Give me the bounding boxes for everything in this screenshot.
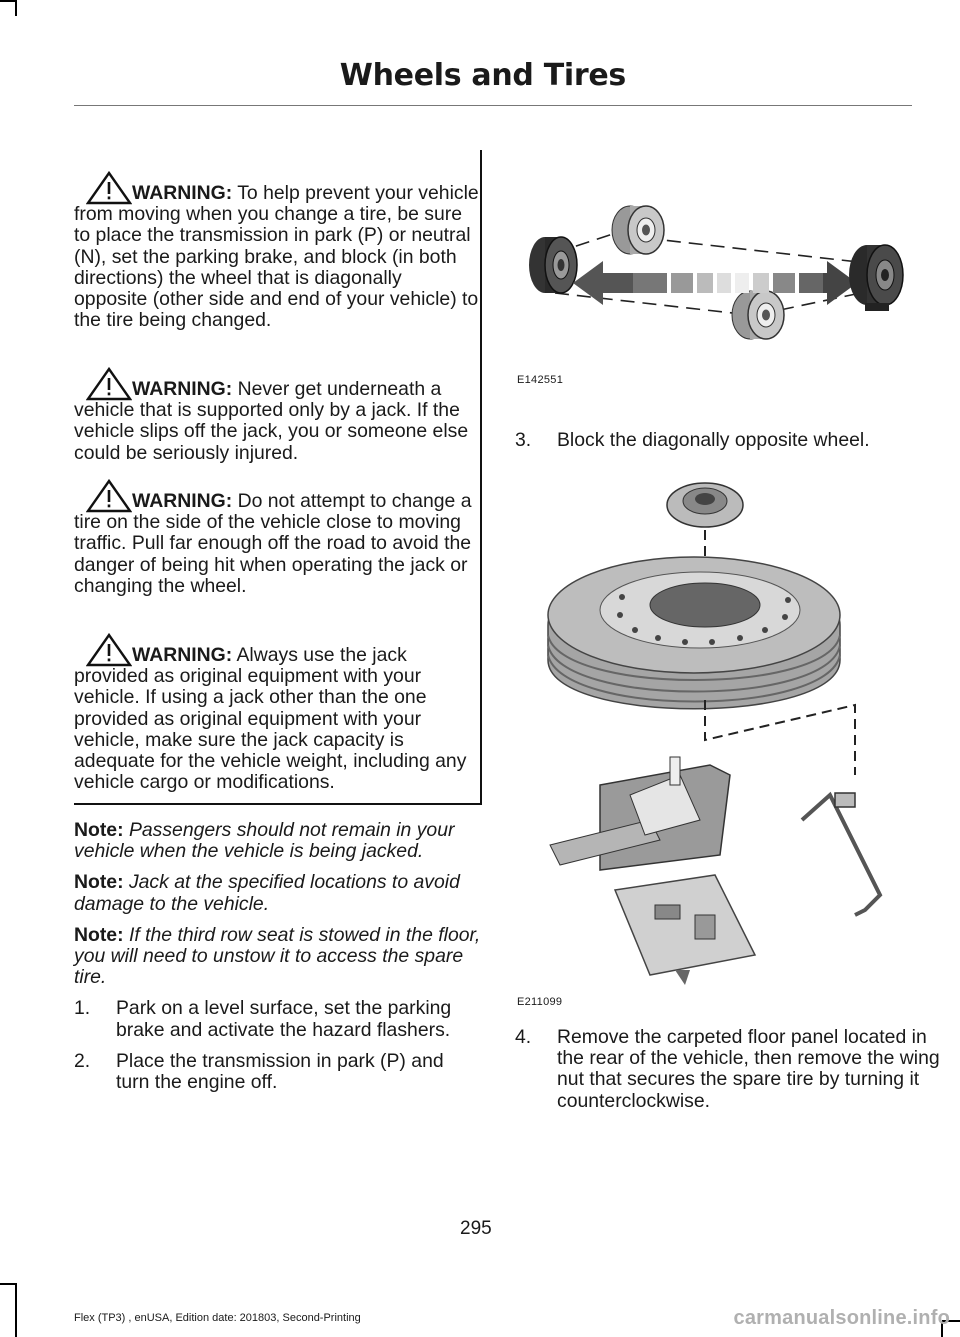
- note: [74, 925, 482, 989]
- note: [74, 872, 482, 914]
- warning-triangle-icon: [86, 171, 132, 210]
- warning-block: [74, 645, 480, 793]
- wheel-icon: [612, 206, 664, 254]
- note-text: If the third row seat is stowed in the floor, you will need to unstow it to access the spare tire.: [74, 923, 481, 989]
- step-number: 4.: [515, 1026, 532, 1048]
- warning-label: WARNING:: [132, 490, 233, 512]
- warning-block: [74, 379, 480, 464]
- notes-section: [74, 820, 482, 1103]
- note-label: Note:: [74, 871, 124, 894]
- jack-bag-icon: [550, 757, 730, 870]
- spare-tire-icon: [548, 557, 840, 709]
- warning-label: WARNING:: [132, 182, 233, 204]
- footer-text: Flex (TP3) , enUSA, Edition date: 201803, Second-Printing: [74, 1312, 361, 1324]
- warning-triangle-icon: [86, 367, 132, 406]
- warning-label: WARNING:: [132, 378, 233, 400]
- steps-list: [74, 998, 482, 1093]
- crop-mark: [0, 1283, 16, 1285]
- jack-handle-icon: [802, 793, 880, 915]
- note-label: Note:: [74, 923, 124, 946]
- warning-text: Do not attempt to change a tire on the side of the vehicle close to moving traffic. Pull far enough off the road to avoid the danger of being hit when operating the jack or changing the wheel.: [74, 490, 472, 597]
- jack-icon: [615, 875, 755, 985]
- note-text: Jack at the specified locations to avoid damage to the vehicle.: [74, 871, 460, 915]
- warning-triangle-icon: [86, 633, 132, 672]
- wheel-icon: [529, 237, 577, 293]
- warning-label: WARNING:: [132, 644, 233, 666]
- double-arrow-icon: [573, 261, 857, 305]
- crop-mark: [15, 0, 17, 16]
- crop-mark: [15, 1283, 17, 1337]
- list-item: [515, 1027, 952, 1112]
- note: [74, 820, 482, 862]
- spare-tire-jack-illustration: [540, 475, 910, 995]
- step-number: 1.: [74, 997, 91, 1020]
- figure-code: E211099: [517, 996, 563, 1008]
- page-number: 295: [460, 1218, 492, 1239]
- wing-nut-icon: [667, 483, 743, 527]
- figure-code: E142551: [517, 374, 564, 386]
- warning-block: [74, 183, 480, 331]
- header-divider: [74, 105, 912, 106]
- step-text: Park on a level surface, set the parking brake and activate the hazard flashers.: [116, 997, 452, 1041]
- step-number: 3.: [515, 429, 532, 451]
- list-item: [74, 1051, 482, 1093]
- warning-triangle-icon: [86, 479, 132, 518]
- step-number: 2.: [74, 1049, 91, 1072]
- watermark: carmanualsonline.info: [733, 1307, 950, 1329]
- note-label: Note:: [74, 819, 124, 841]
- step-text: Remove the carpeted floor panel located in the rear of the vehicle, then remove the wing nut that secures the spare tire by turning it counterclockwise.: [557, 1026, 940, 1112]
- warning-text: To help prevent your vehicle from moving when you change a tire, be sure to place the transmission in park (P) or neutral (N), set the parking brake, and block (in both directions) the wheel that is diagonally opposite (other side and end of your vehicle) to the tire being changed.: [74, 182, 479, 332]
- list-item: [74, 998, 482, 1040]
- wheel-icon: [732, 291, 784, 339]
- page-title: Wheels and Tires: [339, 58, 626, 93]
- step-text: Block the diagonally opposite wheel.: [557, 429, 870, 451]
- warning-text: Always use the jack provided as original equipment with your vehicle. If using a jack other than the one provided as original equipment with your vehicle, make sure the jack capacity is adequate for the vehicle weight, including any vehicle cargo or modifications.: [74, 644, 467, 794]
- warning-text: Never get underneath a vehicle that is supported only by a jack. If the vehicle slips off the jack, you or someone else could be seriously injured.: [74, 378, 469, 464]
- diagonal-wheel-illustration: [515, 195, 910, 355]
- warning-block: [74, 491, 480, 597]
- list-item: [515, 430, 952, 451]
- crop-mark: [0, 0, 16, 2]
- note-text: Passengers should not remain in your vehicle when the vehicle is being jacked.: [74, 819, 455, 863]
- wheel-icon: [849, 245, 903, 311]
- step-text: Place the transmission in park (P) and turn the engine off.: [116, 1049, 444, 1094]
